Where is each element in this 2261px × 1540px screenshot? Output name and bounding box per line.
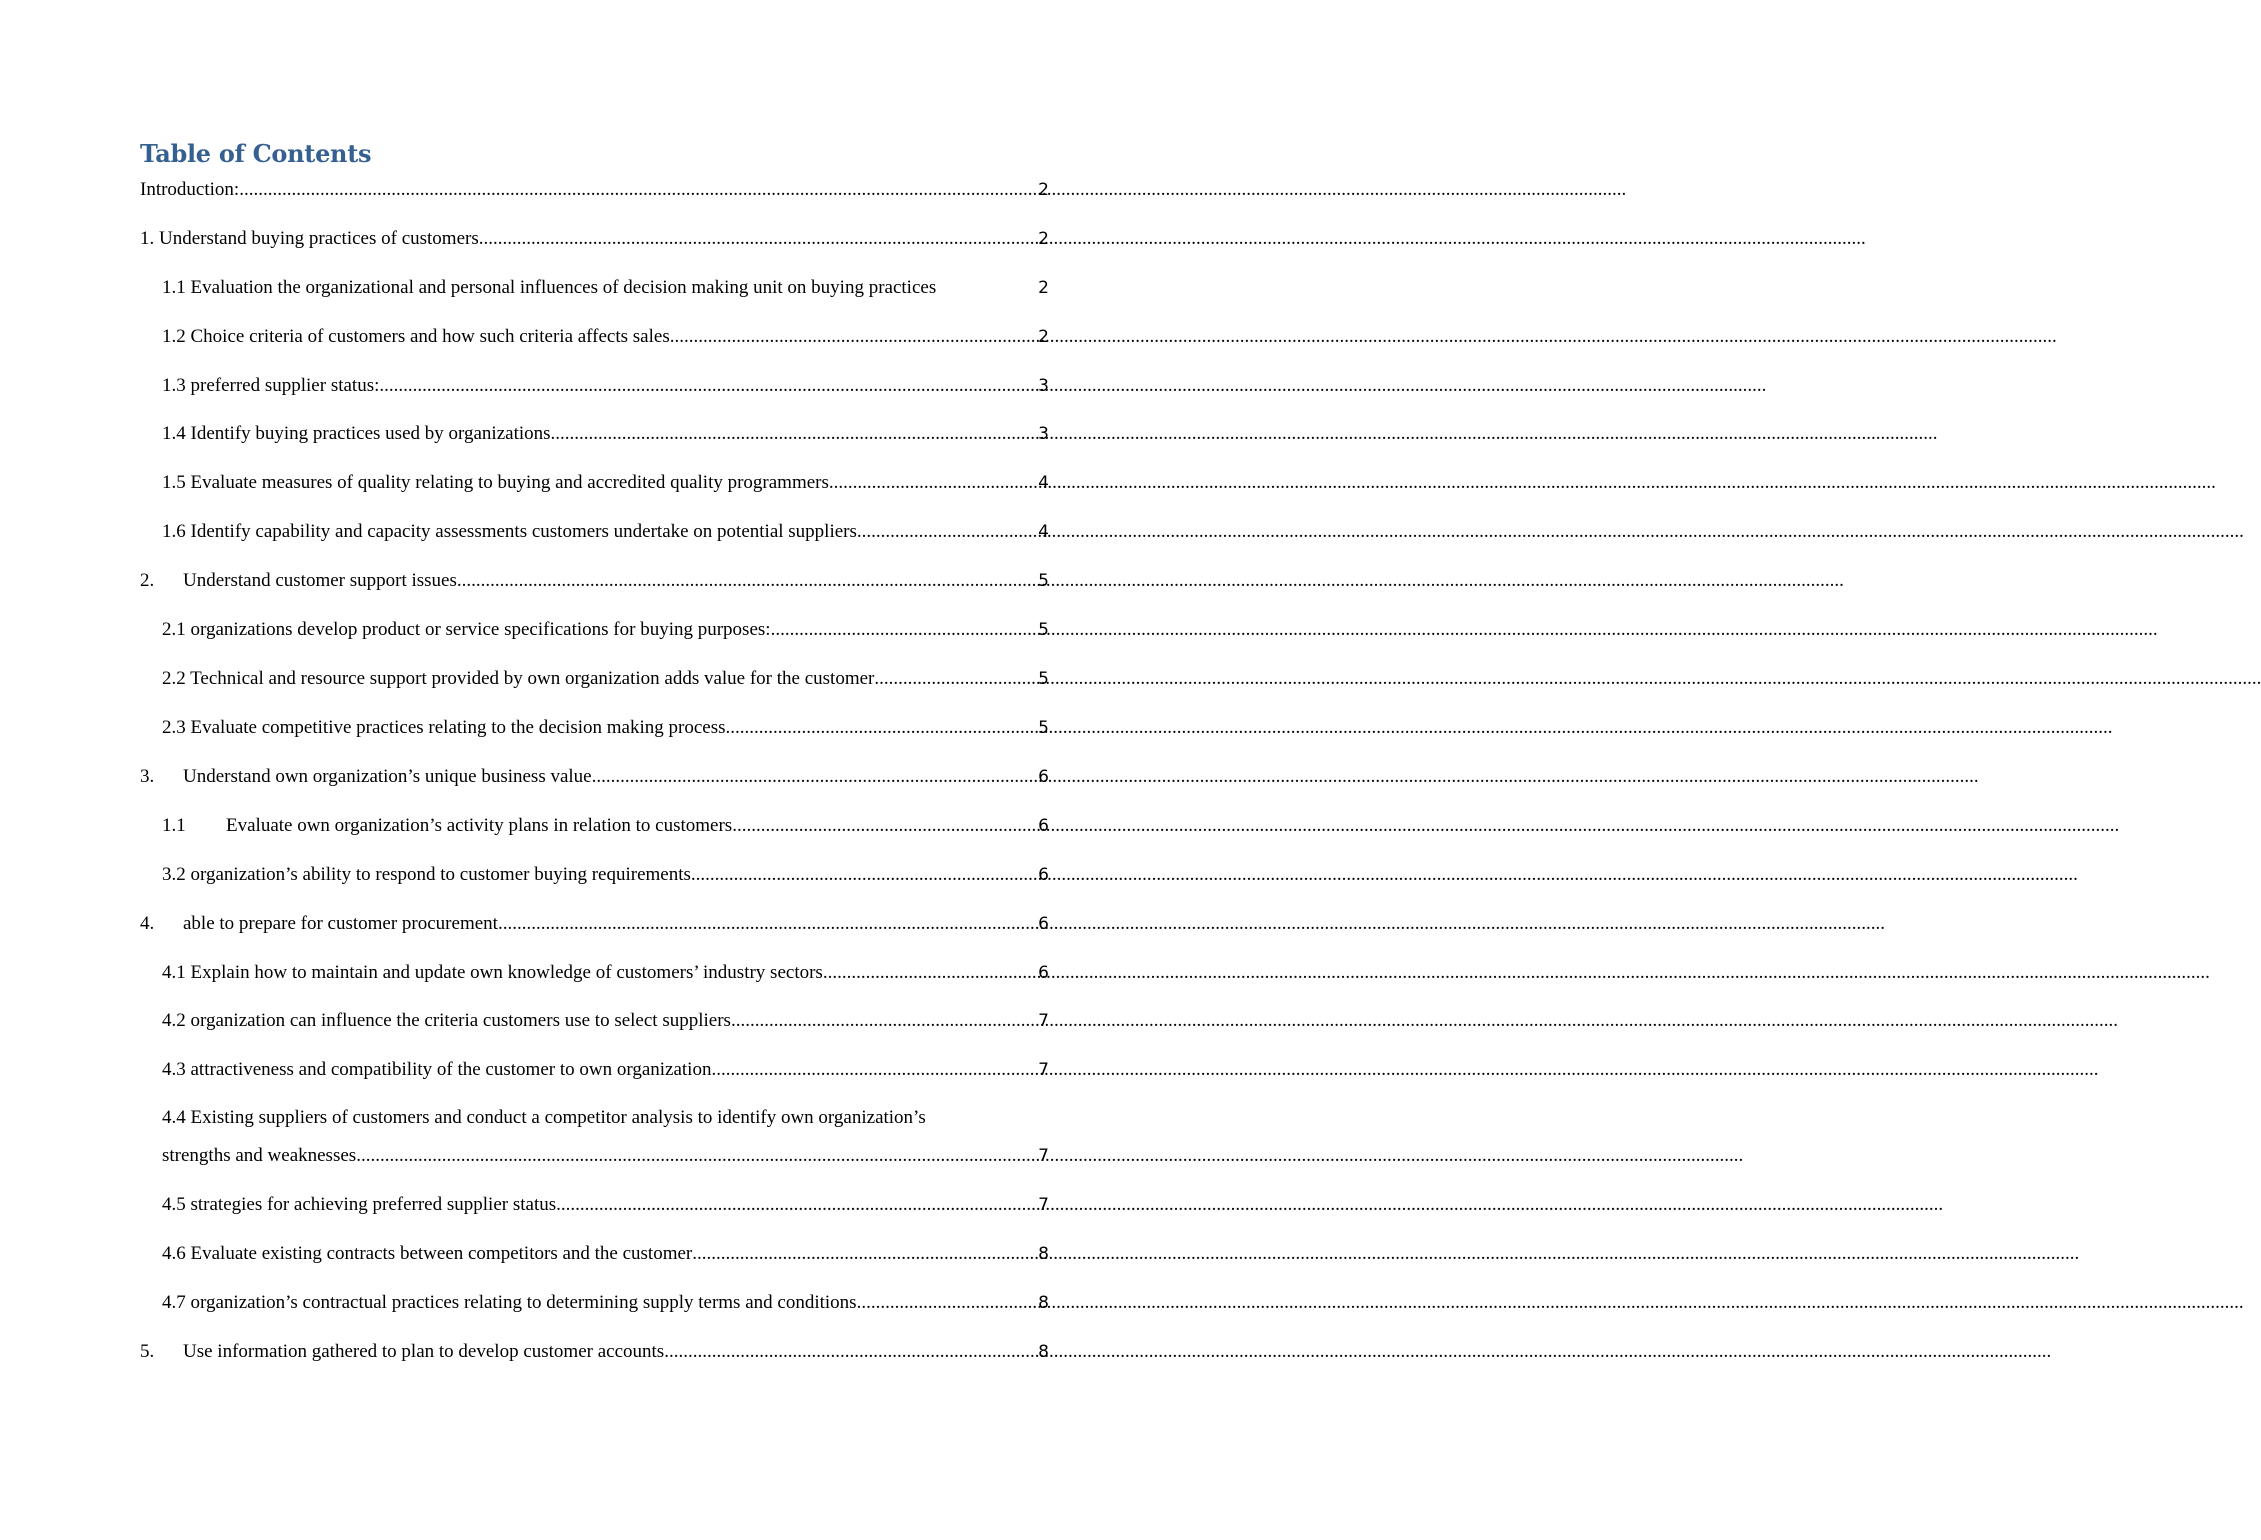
toc-entry[interactable] (162, 960, 1049, 986)
dot-leader (725, 715, 1036, 741)
dot-leader (823, 960, 1036, 986)
dot-leader (857, 1290, 1037, 1316)
dot-leader (457, 568, 1036, 594)
dot-leader (239, 177, 1036, 203)
toc-entry[interactable] (162, 275, 1049, 301)
toc-entry-page: 5 (1038, 718, 1049, 738)
toc-entry[interactable] (162, 1057, 1049, 1083)
toc-entry-page: 7 (1038, 1011, 1049, 1031)
dot-leader (874, 666, 1036, 692)
toc-entry-text: 1.2 Choice criteria of customers and how such criteria affects sales (162, 326, 670, 347)
toc-entry-number: 4. (140, 913, 155, 934)
toc-entry-page: 6 (1038, 963, 1049, 983)
toc-entry-text: 1.4 Identify buying practices used by organizations (162, 423, 551, 444)
toc-entry[interactable] (140, 568, 1049, 594)
toc-entry[interactable] (140, 911, 1049, 937)
dot-leader (379, 373, 1036, 399)
toc-entry[interactable] (162, 470, 1049, 496)
toc-entry[interactable] (162, 862, 1049, 888)
toc-entry-text: able to prepare for customer procurement (183, 913, 498, 934)
toc-entry-page: 6 (1038, 914, 1049, 934)
dot-leader (857, 519, 1036, 545)
toc-entry[interactable] (162, 813, 1049, 839)
toc-entry-page: 5 (1038, 571, 1049, 591)
toc-entry-page: 3 (1038, 376, 1049, 396)
toc-entry[interactable] (140, 1339, 1049, 1365)
dot-leader (670, 324, 1036, 350)
toc-entry-text: 4.1 Explain how to maintain and update own knowledge of customers’ industry sectors (162, 962, 823, 983)
toc-entry-text: 1.3 preferred supplier status: (162, 375, 380, 396)
toc-entry[interactable] (162, 421, 1049, 447)
toc-entry-text: 1.6 Identify capability and capacity assessments customers undertake on potential suppliers (162, 521, 857, 542)
toc-entry-page: 2 (1038, 327, 1049, 347)
toc-entry-text: 2.2 Technical and resource support provided by own organization adds value for the customer (162, 668, 875, 689)
toc-entry[interactable] (162, 373, 1049, 399)
toc-entry-page: 8 (1038, 1293, 1049, 1313)
toc-entry-page: 7 (1038, 1146, 1049, 1166)
toc-entry-page: 7 (1038, 1060, 1049, 1080)
toc-entry[interactable] (162, 715, 1049, 741)
toc-entry-number: 1.1 (162, 815, 186, 836)
toc-entry[interactable] (162, 617, 1049, 643)
toc-entry-page: 2 (1038, 229, 1049, 249)
dot-leader (731, 1008, 1036, 1034)
toc-entry[interactable] (162, 324, 1049, 350)
toc-title: Table of Contents (140, 139, 372, 168)
dot-leader (356, 1143, 1036, 1169)
toc-entry-text: Understand customer support issues (183, 570, 457, 591)
toc-entry-page: 5 (1038, 669, 1049, 689)
toc-entry-text: 3.2 organization’s ability to respond to customer buying requirements (162, 864, 691, 885)
toc-entry-page: 8 (1038, 1342, 1049, 1362)
dot-leader (479, 226, 1036, 252)
toc-entry-text: 4.2 organization can influence the criteria customers use to select suppliers (162, 1010, 731, 1031)
dot-leader (692, 1241, 1036, 1267)
toc-entry-page: 6 (1038, 865, 1049, 885)
toc-entry-text: 4.7 organization’s contractual practices relating to determining supply terms and conditions (162, 1292, 857, 1313)
toc-entry-text: 2.1 organizations develop product or service specifications for buying purposes: (162, 619, 771, 640)
toc-entry-page: 8 (1038, 1244, 1049, 1264)
toc-entry-page: 5 (1038, 620, 1049, 640)
toc-entry-text-line1[interactable]: 4.4 Existing suppliers of customers and conduct a competitor analysis to identify own organization’s (162, 1107, 926, 1128)
toc-entry-text: strengths and weaknesses (162, 1145, 357, 1166)
dot-leader (771, 617, 1037, 643)
dot-leader (498, 911, 1036, 937)
toc-entry[interactable] (162, 1241, 1049, 1267)
toc-entry[interactable] (140, 177, 1049, 203)
toc-entry[interactable] (140, 764, 1049, 790)
toc-entry-text: Use information gathered to plan to develop customer accounts (183, 1341, 665, 1362)
toc-entry-page: 2 (1038, 180, 1049, 200)
toc-entry-text: Introduction: (140, 179, 240, 200)
toc-entry-text: 2.3 Evaluate competitive practices relating to the decision making process (162, 717, 726, 738)
toc-entry[interactable] (162, 519, 1049, 545)
toc-entry-page: 4 (1038, 522, 1049, 542)
dot-leader (732, 813, 1036, 839)
toc-entry-text: Evaluate own organization’s activity plans in relation to customers (226, 815, 733, 836)
toc-entry[interactable] (162, 1143, 1049, 1169)
dot-leader (592, 764, 1037, 790)
toc-entry-page: 6 (1038, 816, 1049, 836)
toc-entry-text: 1.1 Evaluation the organizational and personal influences of decision making unit on buying practices (162, 277, 937, 298)
dot-leader (664, 1339, 1036, 1365)
toc-entry-page: 6 (1038, 767, 1049, 787)
dot-leader (711, 1057, 1036, 1083)
toc-entry[interactable] (162, 1290, 1049, 1316)
toc-entry-number: 2. (140, 570, 155, 591)
toc-entry-text: 1.5 Evaluate measures of quality relating to buying and accredited quality programmers (162, 472, 829, 493)
toc-entry[interactable] (140, 226, 1049, 252)
toc-entry[interactable] (162, 1192, 1049, 1218)
toc-entry-page: 4 (1038, 473, 1049, 493)
toc-entry-text: 4.6 Evaluate existing contracts between competitors and the customer (162, 1243, 693, 1264)
toc-entry[interactable] (162, 1008, 1049, 1034)
dot-leader (556, 1192, 1036, 1218)
toc-entry-text: 4.5 strategies for achieving preferred supplier status (162, 1194, 557, 1215)
toc-entry[interactable] (162, 666, 1049, 692)
toc-entry-page: 3 (1038, 424, 1049, 444)
toc-entry-text: 1. Understand buying practices of customers (140, 228, 479, 249)
dot-leader (691, 862, 1036, 888)
dot-leader (551, 421, 1037, 447)
toc-entry-text: Understand own organization’s unique business value (183, 766, 592, 787)
dot-leader (829, 470, 1036, 496)
toc-entry-page: 7 (1038, 1195, 1049, 1215)
toc-entry-number: 3. (140, 766, 155, 787)
toc-entry-text: 4.3 attractiveness and compatibility of the customer to own organization (162, 1059, 712, 1080)
toc-entry-number: 5. (140, 1341, 155, 1362)
toc-entry-page: 2 (1038, 278, 1049, 298)
